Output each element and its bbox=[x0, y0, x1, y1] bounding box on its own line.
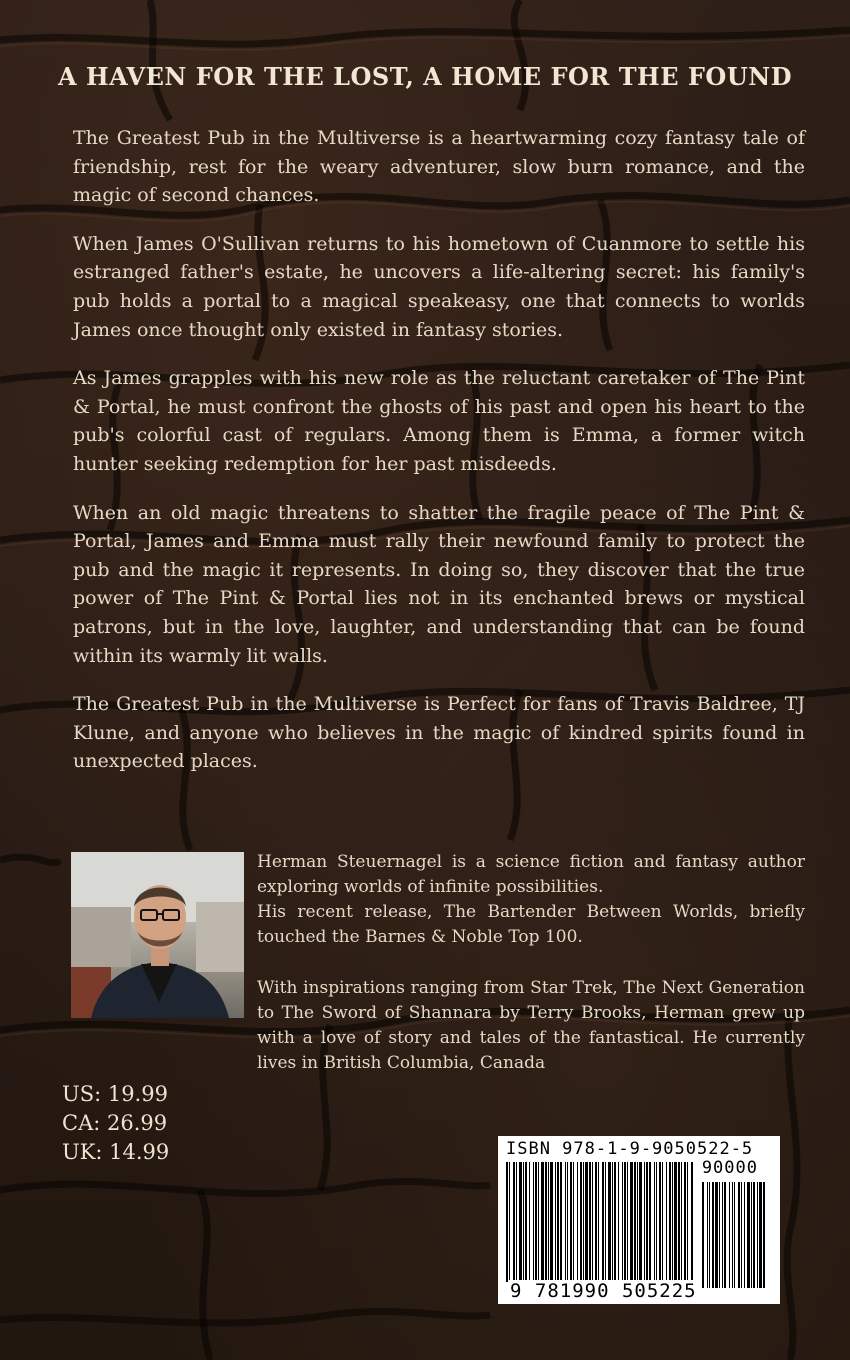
isbn-barcode bbox=[498, 1136, 780, 1304]
barcode-bar bbox=[678, 1162, 680, 1282]
barcode-bar bbox=[565, 1162, 566, 1282]
price-ca: CA: 26.99 bbox=[62, 1111, 168, 1135]
author-bio-text: With inspirations ranging from Star Trek, The Next Generation to The Sword of Shannara by Terry Brooks, Herman grew up with a love of story and tales of the fantastical. He currently lives in British Columbia, Canada bbox=[257, 978, 805, 1073]
addon-bar bbox=[709, 1182, 710, 1288]
barcode-bar bbox=[605, 1162, 606, 1282]
description-paragraph: The Greatest Pub in the Multiverse is a heartwarming cozy fantasy tale of friendship, rest for the weary adventurer, slow burn romance, and the magic of second chances. bbox=[73, 127, 805, 207]
description-paragraph: When James O'Sullivan returns to his hometown of Cuanmore to settle his estranged father's estate, he uncovers a life-altering secret: his family's pub holds a portal to a magical speakeasy, one that connects to worlds James once thought only existed in fantasy stories. bbox=[73, 232, 805, 341]
description-paragraph: When an old magic threatens to shatter the fragile peace of The Pint & Portal, James and Emma must rally their newfound family to protect the pub and the magic it represents. In doing so, they discover that the true power of The Pint & Portal lies not in its enchanted brews or mystical patrons, but in the love, laughter, and understanding that can be found within its warmly lit walls. bbox=[73, 501, 805, 667]
book-description bbox=[73, 124, 805, 796]
barcode-bar bbox=[681, 1162, 682, 1282]
addon-bar bbox=[722, 1182, 723, 1288]
barcode-bar bbox=[560, 1162, 562, 1282]
barcode-bar bbox=[618, 1162, 619, 1282]
barcode-bar bbox=[614, 1162, 616, 1282]
author-bio-text: Herman Steuernagel is a science fiction and fantasy author exploring worlds of infinite possibilities. bbox=[257, 852, 805, 897]
barcode-bar bbox=[583, 1162, 584, 1282]
barcode-bar bbox=[573, 1162, 574, 1282]
isbn-number: ISBN 978-1-9-9050522-5 bbox=[506, 1139, 754, 1159]
barcode-bar bbox=[666, 1162, 667, 1282]
barcode-bar bbox=[598, 1162, 599, 1282]
barcode-bar bbox=[637, 1162, 638, 1282]
addon-bar bbox=[738, 1182, 740, 1288]
barcode-bar bbox=[595, 1162, 597, 1282]
barcode-bar bbox=[589, 1162, 591, 1282]
price-addon-code: 90000 bbox=[701, 1158, 758, 1178]
barcode-bar bbox=[602, 1162, 604, 1282]
addon-bar bbox=[744, 1182, 745, 1288]
author-bio-text: His recent release, The Bartender Between Worlds, briefly touched the Barnes & Noble Top 100. bbox=[257, 902, 805, 947]
barcode-bar bbox=[649, 1162, 651, 1282]
barcode-bar bbox=[555, 1162, 556, 1282]
barcode-bar bbox=[634, 1162, 636, 1282]
barcode-bar bbox=[541, 1162, 544, 1282]
barcode-bar bbox=[550, 1162, 553, 1282]
barcode-bar bbox=[630, 1162, 633, 1282]
author-bio bbox=[257, 850, 805, 1076]
price-list bbox=[62, 1080, 169, 1167]
barcode-bar bbox=[644, 1162, 645, 1282]
barcode-bar bbox=[567, 1162, 568, 1282]
headline: A HAVEN FOR THE LOST, A HOME FOR THE FOUND bbox=[57, 62, 793, 91]
description-paragraph: The Greatest Pub in the Multiverse is Perfect for fans of Travis Baldree, TJ Klune, and anyone who believes in the magic of kindred spirits found in unexpected places. bbox=[73, 693, 805, 773]
barcode-bar bbox=[608, 1162, 611, 1282]
barcode-bar bbox=[548, 1162, 549, 1282]
addon-bar bbox=[712, 1182, 714, 1288]
addon-bar bbox=[702, 1182, 704, 1288]
barcode-bar bbox=[592, 1162, 593, 1282]
barcode-bar bbox=[506, 1162, 508, 1282]
addon-bar bbox=[734, 1182, 735, 1288]
barcode-bar bbox=[672, 1162, 673, 1282]
barcode-bar bbox=[674, 1162, 677, 1282]
barcode-bar bbox=[684, 1162, 686, 1282]
barcode-bar bbox=[580, 1162, 582, 1282]
barcode-bar bbox=[529, 1162, 530, 1282]
barcode-bar bbox=[691, 1162, 693, 1282]
addon-bar bbox=[719, 1182, 720, 1288]
barcode-digits: 9 781990 505225 bbox=[510, 1280, 697, 1302]
description-paragraph: As James grapples with his new role as the reluctant caretaker of The Pint & Portal, he must confront the ghosts of his past and open his heart to the pub's colorful cast of regulars. Among them is Emma, a former witch hunter seeking redemption for her past misdeeds. bbox=[73, 367, 805, 475]
barcode-bar bbox=[585, 1162, 588, 1282]
addon-bar bbox=[707, 1182, 708, 1288]
barcode-bar bbox=[538, 1162, 539, 1282]
addon-bar bbox=[751, 1182, 752, 1288]
barcode-bar bbox=[513, 1162, 515, 1282]
addon-bar bbox=[763, 1182, 765, 1288]
barcode-bar bbox=[627, 1162, 628, 1282]
barcode-bar bbox=[570, 1162, 572, 1282]
barcode-bar bbox=[519, 1162, 522, 1282]
barcode-bar bbox=[656, 1162, 657, 1282]
barcode-bar bbox=[533, 1162, 534, 1282]
addon-bar bbox=[724, 1182, 726, 1288]
barcode-bars bbox=[504, 1162, 774, 1298]
barcode-bar bbox=[545, 1162, 547, 1282]
addon-bar bbox=[759, 1182, 762, 1288]
addon-bar bbox=[741, 1182, 742, 1288]
barcode-bar bbox=[622, 1162, 623, 1282]
barcode-bar bbox=[612, 1162, 613, 1282]
addon-bar bbox=[753, 1182, 755, 1288]
barcode-bar bbox=[639, 1162, 642, 1282]
price-uk: UK: 14.99 bbox=[62, 1140, 170, 1164]
addon-bar bbox=[757, 1182, 758, 1288]
barcode-bar bbox=[509, 1162, 510, 1282]
barcode-bar bbox=[525, 1162, 527, 1282]
barcode-bar bbox=[523, 1162, 524, 1282]
author-photo bbox=[71, 852, 244, 1018]
addon-bar bbox=[747, 1182, 750, 1288]
barcode-bar bbox=[646, 1162, 648, 1282]
barcode-bar bbox=[669, 1162, 671, 1282]
barcode-bar bbox=[577, 1162, 578, 1282]
barcode-bar bbox=[516, 1162, 517, 1282]
barcode-bar bbox=[535, 1162, 537, 1282]
barcode-bar bbox=[654, 1162, 655, 1282]
barcode-bar bbox=[624, 1162, 626, 1282]
barcode-bar bbox=[662, 1162, 663, 1282]
author-portrait-image bbox=[71, 852, 244, 1018]
barcode-bar bbox=[557, 1162, 559, 1282]
addon-bar bbox=[715, 1182, 718, 1288]
addon-bar bbox=[732, 1182, 733, 1288]
price-us: US: 19.99 bbox=[62, 1082, 168, 1106]
addon-bar bbox=[729, 1182, 730, 1288]
barcode-bar bbox=[659, 1162, 661, 1282]
barcode-bar bbox=[687, 1162, 688, 1282]
